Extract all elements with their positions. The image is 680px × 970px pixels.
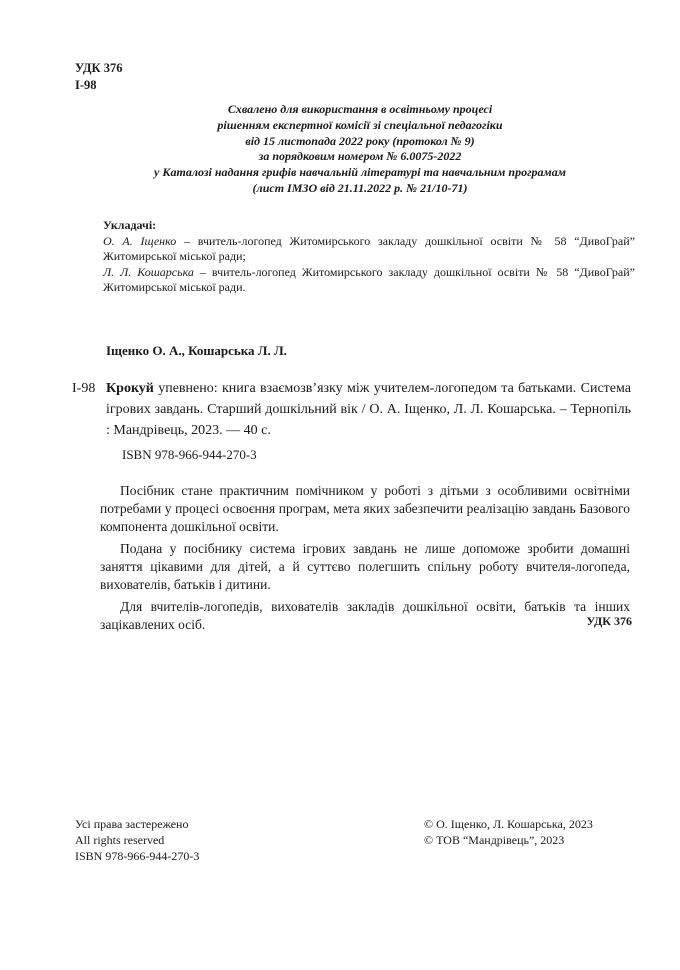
rights-reserved-ua: Усі права застережено (75, 817, 189, 831)
catalog-title-rest: упевнено: книга взаємозв’язку між учителем-логопедом та батьками. Система ігрових завдань. Старший дошкільний вік / О. А. Іщенко, Л. Л. Кошарська. – Тернопіль : Мандрівець, 2023. — 40 с. (106, 381, 631, 438)
catalog-isbn: ISBN 978-966-944-270-3 (122, 447, 257, 462)
approval-line: у Каталозі надання грифів навчальній літературі та навчальним програмам (154, 165, 566, 180)
catalog-record (106, 378, 631, 441)
approval-line: Схвалено для використання в освітньому процесі (227, 102, 493, 116)
approval-statement (110, 102, 610, 197)
author-index: І-98 (75, 78, 97, 92)
catalog-title-bold: Крокуй (106, 381, 154, 396)
abstract (100, 482, 630, 638)
copyright-authors: © О. Іщенко, Л. Кошарська, 2023 (424, 817, 593, 831)
abstract-paragraph: Посібник стане практичним помічником у роботі з дітьми з особливими освітніми потребами у процесі освоєння програм, мета яких забезпечити реалізацію завдань Базового компонента дошкільної освіти. (100, 483, 630, 534)
catalog-index: І-98 (72, 381, 96, 396)
compiler-entry (103, 234, 635, 265)
compiler-description: – вчитель-логопед Житомирського закладу дошкільної освіти № 58 “ДивоГрай” Житомирської міської ради. (103, 264, 635, 294)
approval-line: (лист ІМЗО від 21.11.2022 р. № 21/10-71) (252, 180, 468, 195)
udk-code: УДК 376 (75, 61, 123, 75)
compiler-name: Л. Л. Кошарська (103, 264, 194, 279)
approval-line: від 15 листопада 2022 року (протокол № 9) (245, 133, 475, 148)
approval-line: за порядковим номером № 6.0075-2022 (258, 149, 462, 164)
approval-line: рішенням експертної комісії зі спеціальної педагогіки (217, 117, 503, 132)
abstract-udk: УДК 376 (586, 614, 632, 628)
rights-right (424, 816, 593, 848)
compiler-entry (103, 265, 635, 296)
compiler-name: О. А. Іщенко (103, 233, 177, 248)
rights-reserved-en: All rights reserved (75, 833, 165, 847)
catalog-authors: Іщенко О. А., Кошарська Л. Л. (106, 343, 287, 358)
udk-block (75, 60, 122, 94)
copyright-publisher: © ТОВ “Мандрівець”, 2023 (424, 833, 565, 847)
rights-isbn: ISBN 978-966-944-270-3 (75, 849, 200, 863)
compilers-section (103, 218, 635, 296)
abstract-paragraph: Подана у посібнику система ігрових завдань не лише допоможе зробити домашні заняття цікавими для дітей, а й суттєво полегшить спільну роботу вчителя-логопеда, вихователів, батьків і дитини. (100, 541, 630, 592)
compiler-description: – вчитель-логопед Житомирського закладу дошкільної освіти № 58 “ДивоГрай” Житомирської міської ради; (103, 233, 635, 263)
abstract-paragraph: Для вчителів-логопедів, вихователів закладів дошкільної освіти, батьків та інших зацікавлених осіб. (100, 599, 630, 632)
compilers-heading: Укладачі: (103, 218, 157, 232)
rights-left (75, 816, 199, 864)
